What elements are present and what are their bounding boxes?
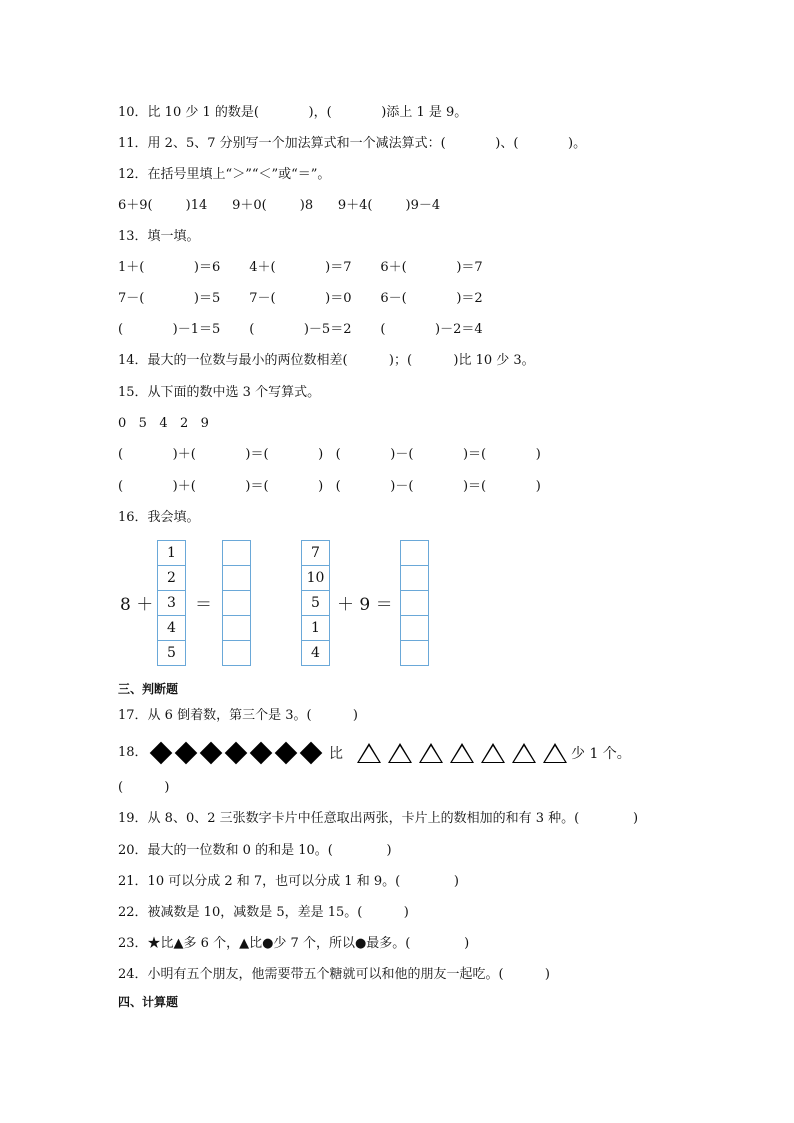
q16-mid-cell: 4 [311, 645, 320, 661]
q16-mid-cell: 1 [302, 616, 329, 641]
diamond-icon [149, 742, 172, 765]
q24: 24．小明有五个朋友，他需要带五个糖就可以和他的朋友一起吃。( ) [118, 967, 551, 982]
q16-equals-left: ＝ [195, 595, 212, 615]
triangle-icon [543, 743, 567, 763]
q16-answer-column-2[interactable] [400, 540, 429, 666]
q16: 16．我会填。 [118, 510, 200, 525]
q16-mid-column [301, 540, 330, 666]
q12: 12．在括号里填上“＞”“＜”或“＝”。 [118, 167, 331, 182]
q16-left-cell: 1 [158, 541, 185, 566]
diamond-icon [199, 742, 222, 765]
q18-paren: ( ) [118, 780, 170, 795]
q12-items: 6＋9( )14 9＋0( )8 9＋4( )9－4 [118, 198, 441, 213]
answer-cell[interactable] [223, 541, 250, 566]
answer-cell[interactable] [223, 641, 250, 665]
q18-tail: 少 1 个。 [571, 746, 631, 762]
answer-cell[interactable] [223, 591, 250, 616]
diamond-icon [274, 742, 297, 765]
q21: 21．10 可以分成 2 和 7，也可以分成 1 和 9。( ) [118, 874, 459, 889]
q15-row2: ( )＋( )＝( ) ( )－( )＝( ) [118, 479, 541, 494]
q16-left-cell: 3 [158, 591, 185, 616]
triangle-icon [512, 743, 536, 763]
q10: 10．比 10 少 1 的数是( )，( )添上 1 是 9。 [118, 105, 468, 120]
q18-bi: 比 [329, 746, 343, 762]
q15-numbers: 0 5 4 2 9 [118, 416, 209, 431]
q22: 22．被减数是 10，减数是 5，差是 15。( ) [118, 905, 409, 920]
q16-mid-cell: 7 [302, 541, 329, 566]
answer-cell[interactable] [401, 641, 428, 665]
q11: 11．用 2、5、7 分别写一个加法算式和一个减法算式：( )、( )。 [118, 136, 587, 151]
section-4-heading: 四、计算题 [118, 995, 179, 1009]
triangle-icon [419, 743, 443, 763]
q23: 23．★比▲多 6 个，▲比●少 7 个，所以●最多。( ) [118, 936, 470, 951]
q15: 15．从下面的数中选 3 个写算式。 [118, 385, 321, 400]
diamond-icon [299, 742, 322, 765]
answer-cell[interactable] [401, 591, 428, 616]
q16-mid-cell: 10 [302, 566, 329, 591]
answer-cell[interactable] [401, 616, 428, 641]
q13: 13．填一填。 [118, 229, 200, 244]
q16-mid-cell: 5 [302, 591, 329, 616]
q16-left-column [157, 540, 186, 666]
answer-cell[interactable] [401, 541, 428, 566]
triangle-icon [357, 743, 381, 763]
triangle-icon [388, 743, 412, 763]
q13-row2: 7－( )＝5 7－( )＝0 6－( )＝2 [118, 291, 483, 306]
q13-row3: ( )－1＝5 ( )－5＝2 ( )－2＝4 [118, 322, 483, 337]
section-3-heading: 三、判断题 [118, 682, 179, 696]
q18-shapes [148, 740, 631, 766]
q16-left-cell: 2 [158, 566, 185, 591]
diamond-icon [174, 742, 197, 765]
diamond-icon [224, 742, 247, 765]
triangle-icon [450, 743, 474, 763]
q16-plus-nine: ＋ 9 ＝ [337, 595, 393, 615]
q20: 20．最大的一位数和 0 的和是 10。( ) [118, 843, 392, 858]
answer-cell[interactable] [223, 566, 250, 591]
triangle-icon [481, 743, 505, 763]
q14: 14．最大的一位数与最小的两位数相差( )；( )比 10 少 3。 [118, 353, 535, 368]
q16-left-cell: 4 [158, 616, 185, 641]
q16-left-cell: 5 [167, 645, 176, 661]
q18-number: 18． [118, 745, 148, 760]
answer-cell[interactable] [223, 616, 250, 641]
q17: 17．从 6 倒着数，第三个是 3。( ) [118, 708, 358, 723]
q16-answer-column-1[interactable] [222, 540, 251, 666]
answer-cell[interactable] [401, 566, 428, 591]
q13-row1: 1＋( )＝6 4＋( )＝7 6＋( )＝7 [118, 260, 483, 275]
diamond-icon [249, 742, 272, 765]
q15-row1: ( )＋( )＝( ) ( )－( )＝( ) [118, 447, 541, 462]
q16-eight-plus: 8 ＋ [120, 595, 154, 615]
q19: 19．从 8、0、2 三张数字卡片中任意取出两张，卡片上的数相加的和有 3 种。( ) [118, 811, 639, 826]
